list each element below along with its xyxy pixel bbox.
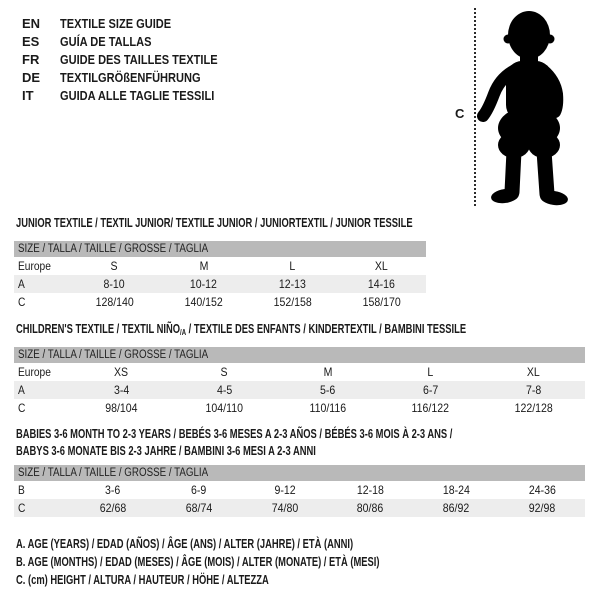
height-cell: 104/110 bbox=[205, 401, 244, 415]
row-label: C bbox=[18, 401, 26, 415]
height-cell: 74/80 bbox=[271, 501, 298, 515]
size-header-bar: SIZE / TALLA / TAILLE / GRÖSSE / TAGLIA bbox=[14, 347, 585, 363]
language-code: IT bbox=[22, 88, 34, 103]
language-row-it bbox=[22, 87, 245, 105]
babies-table-title bbox=[16, 426, 598, 460]
junior-table-title: JUNIOR TEXTILE / TEXTIL JUNIOR/ TEXTILE JUNIOR / JUNIORTEXTIL / JUNIOR TESSILE bbox=[16, 216, 413, 230]
size-cell: L bbox=[289, 259, 296, 273]
size-header-bar: SIZE / TALLA / TAILLE / GRÖSSE / TAGLIA bbox=[14, 241, 426, 257]
height-cell: 140/152 bbox=[184, 295, 223, 309]
size-cell: S bbox=[220, 365, 229, 379]
age-cell: 4-5 bbox=[216, 383, 233, 397]
babies-size-table bbox=[14, 465, 585, 517]
age-cell: 9-12 bbox=[273, 483, 296, 497]
age-cell: 24-36 bbox=[528, 483, 556, 497]
row-label: C bbox=[18, 501, 26, 515]
table-row-height bbox=[14, 499, 585, 517]
language-row-en bbox=[22, 15, 245, 33]
age-cell: 3-6 bbox=[105, 483, 121, 497]
age-cell: 14-16 bbox=[367, 277, 396, 291]
age-cell: 3-4 bbox=[113, 383, 130, 397]
children-size-table bbox=[14, 347, 585, 417]
size-cell: M bbox=[199, 259, 208, 273]
language-row-fr bbox=[22, 51, 245, 69]
table-row-height bbox=[14, 399, 585, 417]
size-cell: XL bbox=[527, 365, 540, 379]
babies-title-line2: BABYS 3-6 MONATE BIS 2-3 JAHRE / BAMBINI 3-6 MESI A 2-3 ANNI bbox=[16, 444, 316, 458]
language-row-es bbox=[22, 33, 245, 51]
table-row-age bbox=[14, 275, 426, 293]
size-cell: L bbox=[427, 365, 434, 379]
language-title: TEXTILE SIZE GUIDE bbox=[60, 16, 172, 31]
size-cell: XS bbox=[114, 365, 129, 379]
row-label: A bbox=[18, 383, 25, 397]
size-cell: M bbox=[323, 365, 332, 379]
height-cell: 86/92 bbox=[443, 501, 470, 515]
height-cell: 92/98 bbox=[528, 501, 556, 515]
height-cell: 128/140 bbox=[95, 295, 134, 309]
row-label: Europe bbox=[18, 365, 51, 379]
children-table-title: CHILDREN'S TEXTILE / TEXTIL NIÑO/A / TEXTILE DES ENFANTS / KINDERTEXTIL / BAMBINI TESSILE bbox=[16, 322, 467, 337]
age-cell: 10-12 bbox=[189, 277, 218, 291]
height-cell: 80/86 bbox=[357, 501, 384, 515]
height-label-c: C bbox=[455, 106, 465, 121]
table-row-age bbox=[14, 381, 585, 399]
junior-size-table bbox=[14, 241, 426, 311]
height-cell: 62/68 bbox=[99, 501, 127, 515]
footnote-b: B. AGE (MONTHS) / EDAD (MESES) / ÂGE (MOIS) / ALTER (MONATE) / ETÀ (MESI) bbox=[16, 555, 380, 569]
language-code: EN bbox=[22, 16, 41, 31]
size-cell: S bbox=[110, 259, 119, 273]
size-cell: XL bbox=[375, 259, 388, 273]
baby-figure bbox=[483, 11, 569, 206]
age-cell: 12-18 bbox=[356, 483, 384, 497]
size-header-bar: SIZE / TALLA / TAILLE / GRÖSSE / TAGLIA bbox=[14, 465, 585, 481]
language-title: GUIDE DES TAILLES TEXTILE bbox=[60, 52, 218, 67]
age-cell: 8-10 bbox=[103, 277, 126, 291]
age-cell: 18-24 bbox=[442, 483, 470, 497]
language-code: ES bbox=[22, 34, 40, 49]
row-label: B bbox=[18, 483, 25, 497]
height-cell: 68/74 bbox=[185, 501, 212, 515]
language-row-de bbox=[22, 69, 245, 87]
age-cell: 6-9 bbox=[191, 483, 207, 497]
footnote-c: C. (cm) HEIGHT / ALTURA / HAUTEUR / HÖHE / ALTEZZA bbox=[16, 573, 269, 587]
legend-footnotes bbox=[16, 535, 501, 589]
footnote-a: A. AGE (YEARS) / EDAD (AÑOS) / ÂGE (ANS) / ALTER (JAHRE) / ETÀ (ANNI) bbox=[16, 537, 354, 551]
language-guide-list bbox=[22, 15, 245, 105]
height-cell: 122/128 bbox=[514, 401, 553, 415]
babies-title-line1: BABIES 3-6 MONTH TO 2-3 YEARS / BEBÉS 3-6 MESES A 2-3 AÑOS / BÉBÉS 3-6 MOIS À 2-3 ANS / bbox=[16, 427, 453, 441]
language-code: FR bbox=[22, 52, 40, 67]
height-cell: 158/170 bbox=[362, 295, 401, 309]
height-cell: 110/116 bbox=[309, 401, 346, 415]
height-cell: 116/122 bbox=[411, 401, 450, 415]
age-cell: 6-7 bbox=[422, 383, 439, 397]
age-cell: 5-6 bbox=[319, 383, 336, 397]
age-cell: 12-13 bbox=[278, 277, 307, 291]
baby-silhouette-icon bbox=[470, 6, 575, 206]
row-label: A bbox=[18, 277, 25, 291]
language-title: GUÍA DE TALLAS bbox=[60, 34, 152, 49]
age-cell: 7-8 bbox=[525, 383, 542, 397]
row-label: Europe bbox=[18, 259, 51, 273]
table-row-europe bbox=[14, 257, 426, 275]
height-cell: 98/104 bbox=[105, 401, 138, 415]
language-title: TEXTILGRÖßENFÜHRUNG bbox=[60, 70, 201, 85]
language-code: DE bbox=[22, 70, 41, 85]
table-row-height bbox=[14, 293, 426, 311]
table-row-europe bbox=[14, 363, 585, 381]
table-row-age-months bbox=[14, 481, 585, 499]
language-title: GUIDA ALLE TAGLIE TESSILI bbox=[60, 88, 215, 103]
row-label: C bbox=[18, 295, 26, 309]
height-cell: 152/158 bbox=[273, 295, 312, 309]
